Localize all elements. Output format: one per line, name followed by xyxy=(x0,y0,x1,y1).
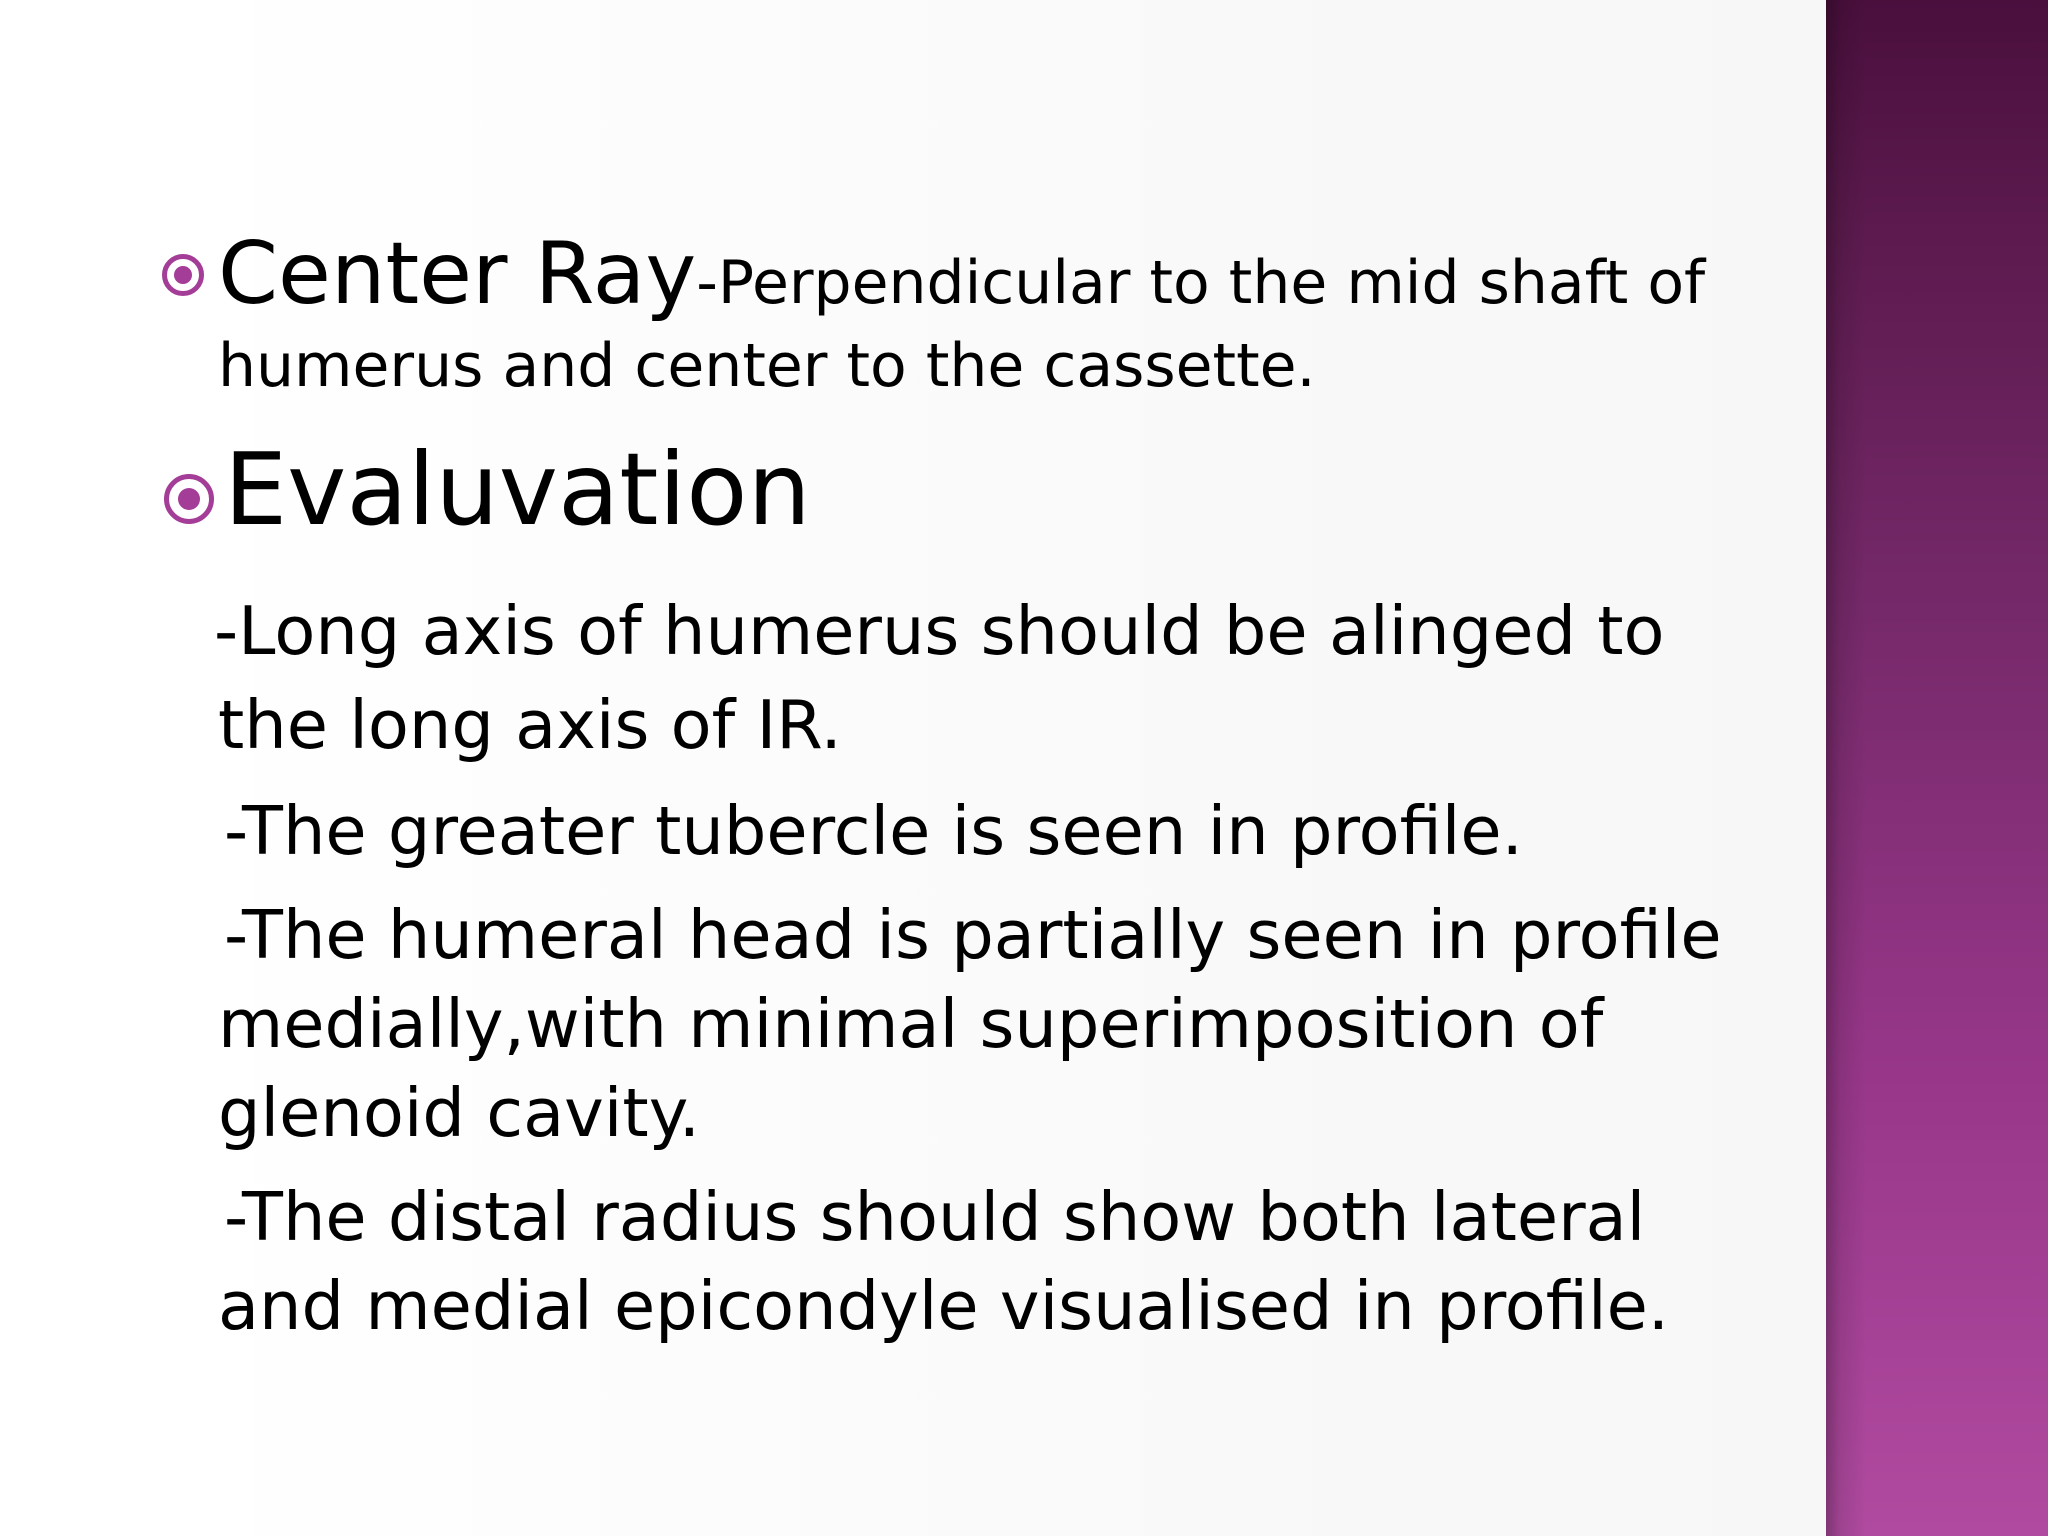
evaluation-point-1-line-1: -Long axis of humerus should be alinged to xyxy=(214,592,1665,670)
evaluation-heading: Evaluvation xyxy=(224,431,811,548)
circled-dot-bullet-icon xyxy=(164,474,214,524)
evaluation-point-4-line-1: -The distal radius should show both lateral xyxy=(224,1178,1646,1256)
circled-dot-bullet-icon xyxy=(162,254,204,296)
evaluation-point-3-line-1: -The humeral head is partially seen in profile xyxy=(224,896,1722,974)
evaluation-point-2-line-1: -The greater tubercle is seen in profile. xyxy=(224,792,1523,870)
evaluation-point-3-line-2: medially,with minimal superimposition of xyxy=(218,985,1604,1063)
evaluation-point-1-line-2: the long axis of IR. xyxy=(218,686,842,764)
decorative-side-band xyxy=(1826,0,2048,1536)
evaluation-point-4-line-2: and medial epicondyle visualised in profile. xyxy=(218,1267,1670,1345)
center-ray-text-1: -Perpendicular to the mid shaft of xyxy=(696,248,1706,318)
center-ray-text-2: humerus and center to the cassette. xyxy=(218,331,1316,401)
center-ray-heading: Center Ray xyxy=(218,224,697,324)
evaluation-point-3-line-3: glenoid cavity. xyxy=(218,1074,701,1152)
